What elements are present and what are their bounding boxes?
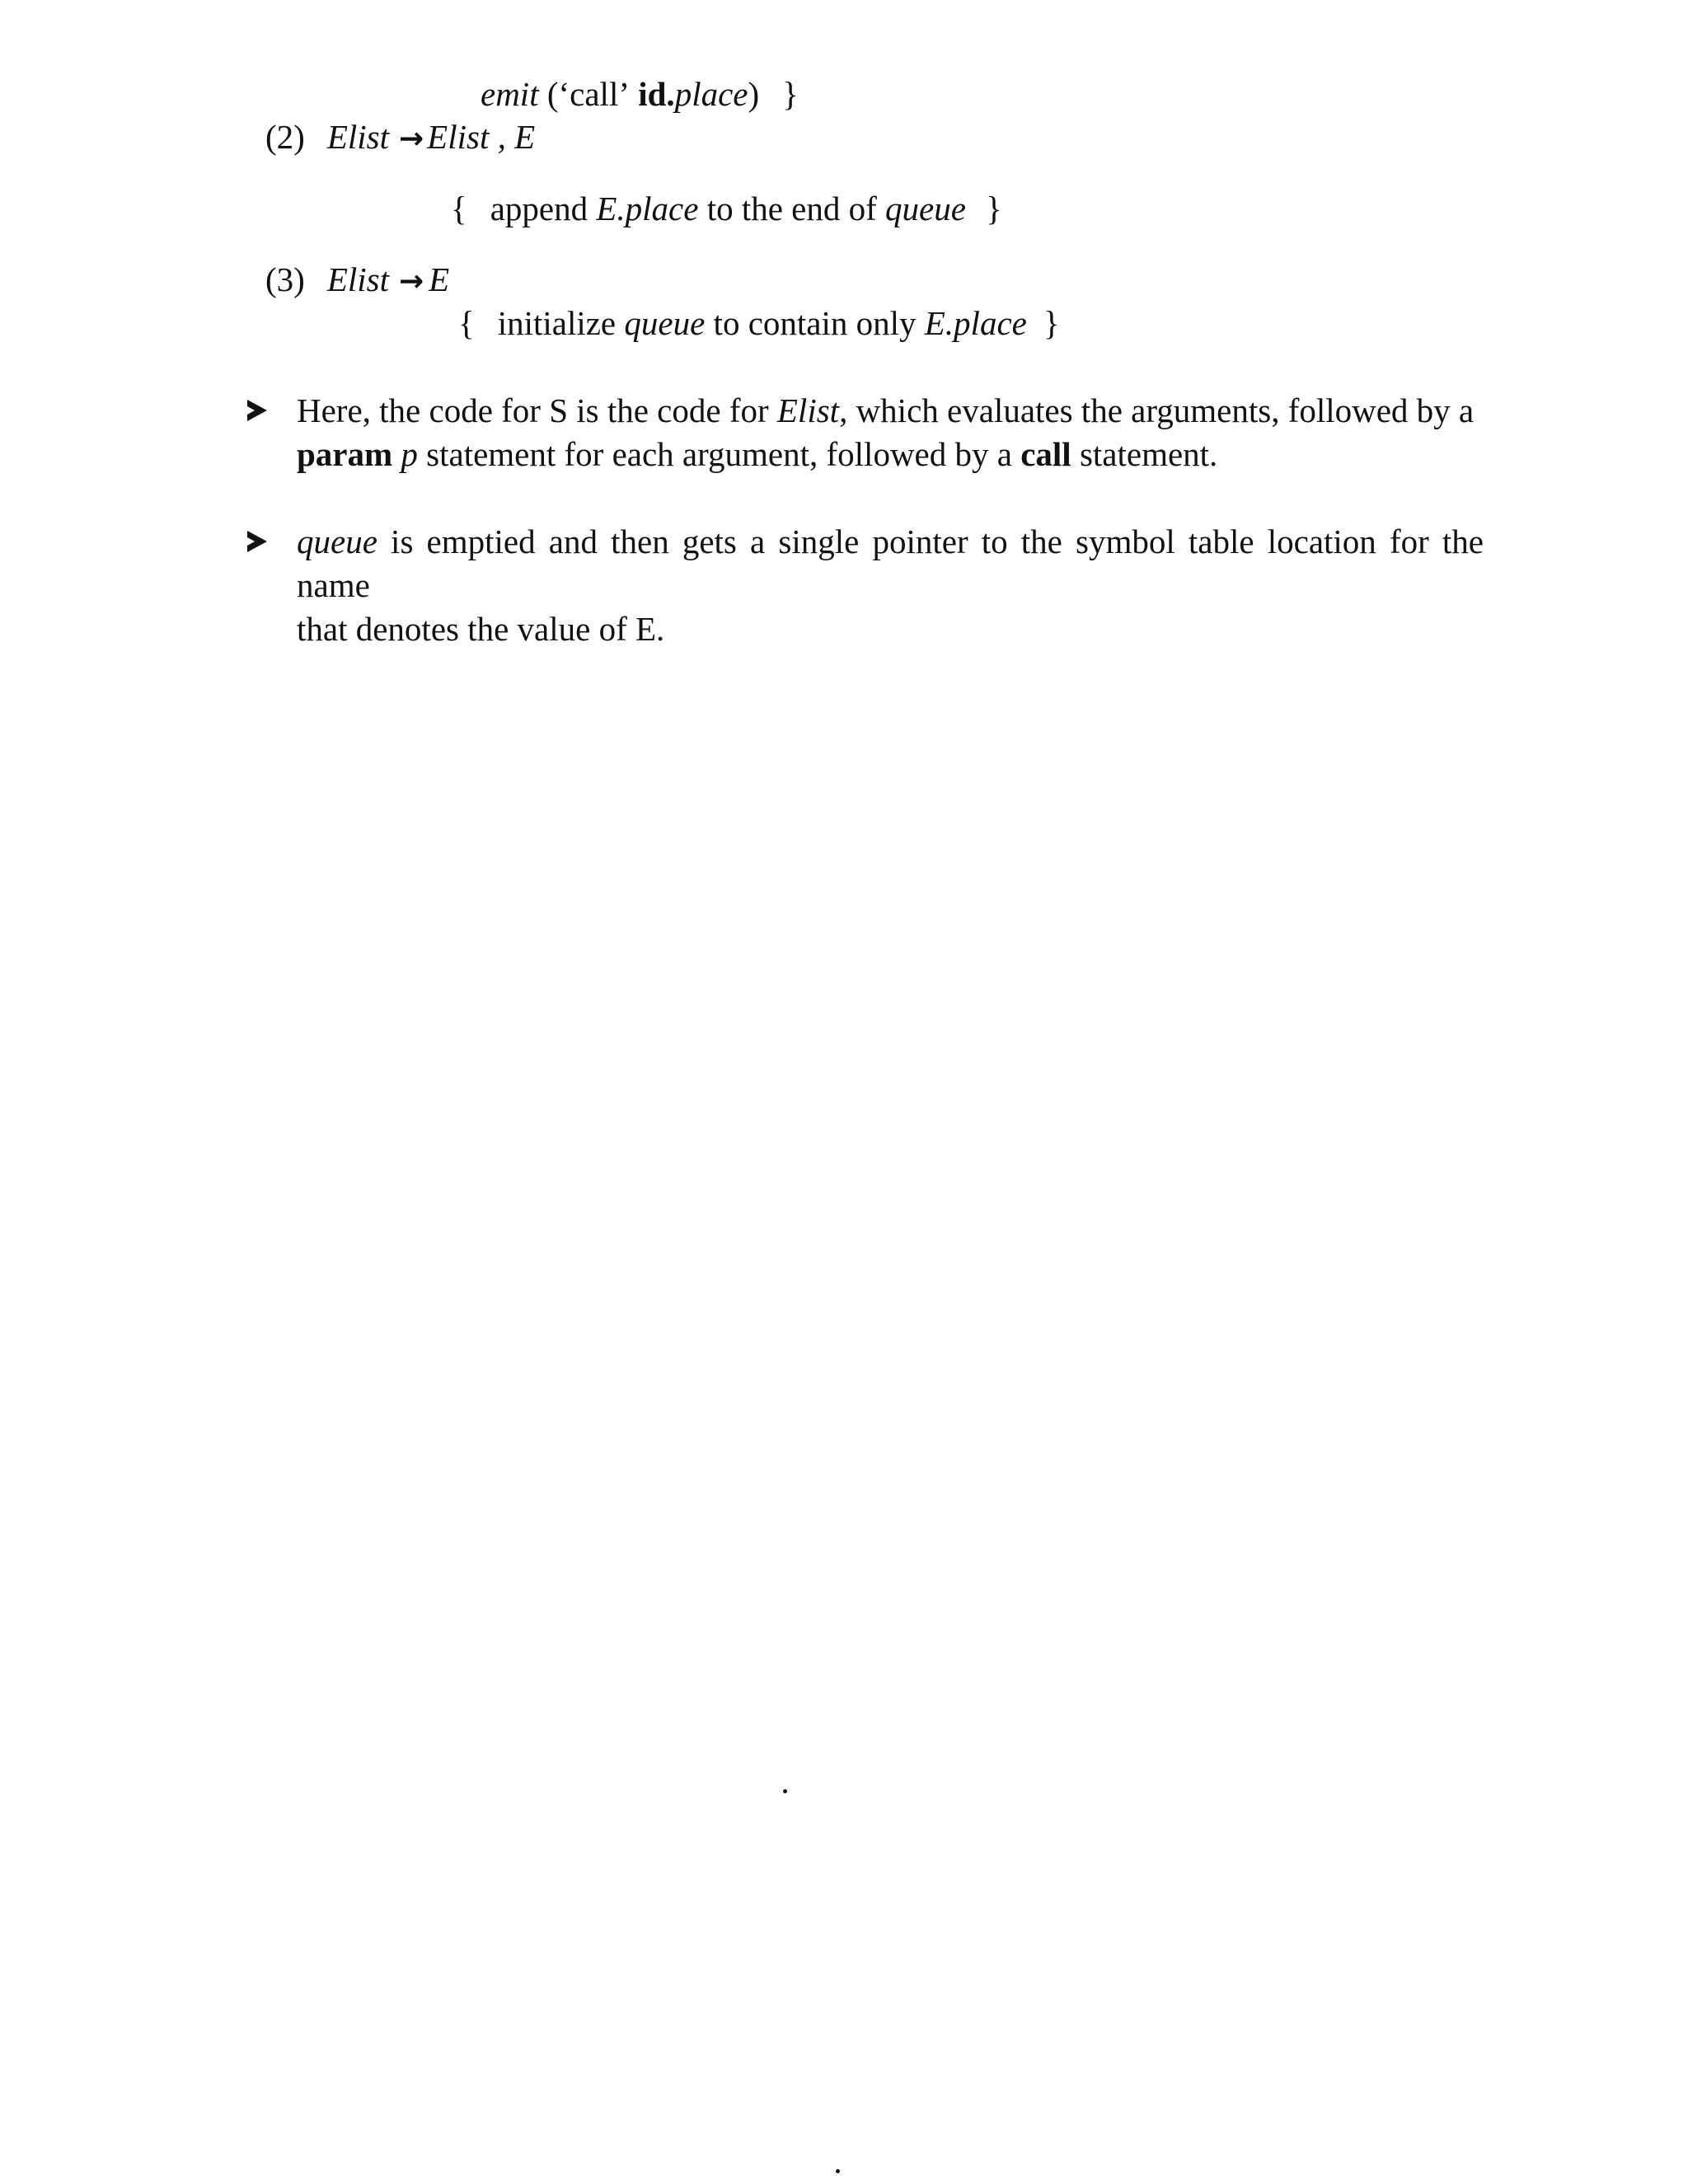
emit-keyword: emit [481, 75, 539, 113]
call-literal: ‘call’ [558, 75, 630, 113]
bullet-paragraph-2: queue is emptied and then gets a single pointer to the symbol table location for the name that denotes the value of E. [297, 523, 1484, 648]
rule2-production [265, 115, 535, 161]
right-arrow-icon: → [399, 265, 424, 298]
rule3-number: (3) [265, 260, 305, 298]
rule3-action: { initialize queue to contain only E.place } [458, 304, 1060, 342]
rule2-rhs: Elist , E [427, 118, 536, 156]
rule2-action: { append E.place to the end of queue } [451, 190, 1002, 227]
rule3-rhs: E [429, 260, 450, 298]
stray-dot [836, 2169, 840, 2173]
id-keyword: id. [629, 75, 675, 113]
right-arrow-icon: → [399, 122, 424, 156]
arrowhead-bullet-icon [247, 531, 267, 552]
arrowhead-bullet-icon [247, 400, 267, 421]
rule1-emit-line: emit (‘call’ id.place) } [481, 75, 799, 113]
rule3-lhs: Elist [326, 260, 389, 298]
stray-dot [783, 1789, 787, 1793]
rule2-number: (2) [265, 118, 305, 156]
bullet-paragraph-1: Here, the code for S is the code for Elist, which evaluates the arguments, followed by a param p statement for each argument, followed by a call statement. [297, 391, 1475, 473]
rule2-lhs: Elist [326, 118, 389, 156]
closing-brace: } [782, 75, 799, 113]
rule3-production [265, 258, 449, 303]
